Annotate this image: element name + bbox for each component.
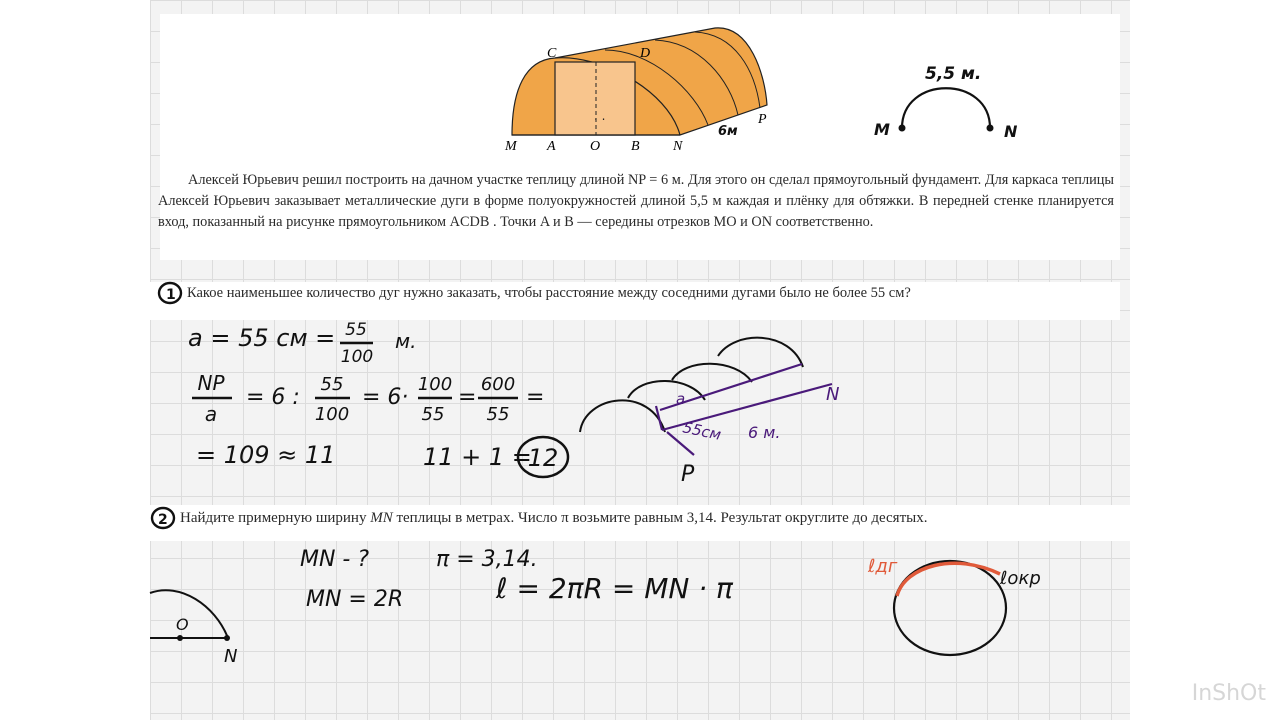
hw1-sketch-n: N (826, 384, 840, 405)
greenhouse-figure (490, 20, 790, 160)
hw1-sketch-len: 6 м. (748, 423, 781, 442)
hw1-sketch-p: P (681, 462, 695, 487)
door-rect (555, 62, 635, 135)
question2-text-after: теплицы в метрах. Число π возьмите равным 3,14. Результат округлите до десятых. (392, 510, 928, 526)
hw1-frac1-den: 100 (340, 347, 374, 367)
watermark: InShOt (1191, 681, 1266, 706)
hw1-result: = 109 ≈ 11 (196, 441, 336, 469)
label-a: A (547, 139, 556, 154)
hw2-o: O (176, 615, 189, 634)
hw1-a-line: a = 55 см = (188, 324, 336, 352)
arc-right-label: N (1004, 122, 1018, 141)
question2-text (180, 510, 927, 527)
arc-figure (860, 55, 1040, 150)
label-c: C (547, 46, 557, 61)
label-n: N (673, 139, 683, 154)
hw2-line1: MN - ? (300, 547, 370, 572)
question2-text-before: Найдите примерную ширину (180, 510, 371, 526)
hw1-frac3-num: 100 (417, 374, 453, 395)
label-d: D (640, 46, 651, 61)
point-m-dot (899, 125, 906, 132)
svg-text:1: 1 (166, 287, 176, 303)
hw1-sketch-dist: 55см (681, 418, 723, 444)
svg-text:2: 2 (158, 512, 168, 528)
door-marks: . . (594, 109, 606, 123)
label-b: B (631, 139, 640, 154)
hw1-frac4-num: 600 (480, 374, 516, 395)
hw1-sketch-a: a (676, 390, 686, 408)
hw1-np: NP (197, 371, 225, 395)
hw2-l-circ: ℓокр (1000, 568, 1041, 589)
hw2-pi: π = 3,14. (436, 547, 538, 572)
label-m: M (505, 139, 517, 154)
hw2-formula: ℓ = 2πR = MN · π (496, 572, 733, 605)
hw1-eq6dot: = 6· (362, 385, 409, 410)
hw1-frac2-num: 55 (320, 374, 344, 395)
hw1-eq-sign: = (458, 385, 477, 410)
hw1-unit: м. (395, 329, 417, 353)
hw1-eq-end: = (526, 385, 545, 410)
hw1-eq6: = 6 : (246, 385, 300, 410)
hw1-sum: 11 + 1 = (423, 443, 532, 471)
label-o: O (590, 139, 601, 154)
semicircle-arc (902, 88, 990, 128)
hw1-frac3-den: 55 (421, 404, 445, 425)
question1-text: Какое наименьшее количество дуг нужно заказать, чтобы расстояние между соседними дугами было не более 55 см? (187, 285, 911, 301)
question2-mn: MN (370, 510, 393, 526)
label-p: P (758, 112, 767, 127)
arc-left-label: M (874, 120, 890, 139)
hw1-frac1-num: 55 (345, 320, 367, 340)
hw2-line2: MN = 2R (306, 587, 404, 612)
hw1-answer: 12 (527, 444, 559, 472)
problem-text: Алексей Юрьевич решил построить на дачном участке теплицу длиной NP = 6 м. Для этого он сделал прямоугольный фундамент. Для каркаса теплицы Алексей Юрьевич заказывает металлические дуги в форме полуокружностей длиной 5,5 м каждая и плёнку для обтяжки. В передней стенке планируется вход, показанный на рисунке прямоугольником ACDB . Точки A и B — середины отрезков MO и ON соответственно. (158, 172, 1114, 230)
hw1-frac2-den: 100 (314, 404, 350, 425)
question1-number-badge (157, 281, 185, 307)
arc-length-label: 5,5 м. (925, 64, 982, 84)
hw1-frac4-den: 55 (486, 404, 510, 425)
hw1-a: a (204, 402, 218, 426)
question2-number-badge (150, 506, 178, 532)
hw2-l-arc: ℓдг (868, 556, 898, 577)
length-note: 6м (718, 124, 738, 139)
point-n-dot (987, 125, 994, 132)
hw2-n: N (224, 646, 238, 667)
